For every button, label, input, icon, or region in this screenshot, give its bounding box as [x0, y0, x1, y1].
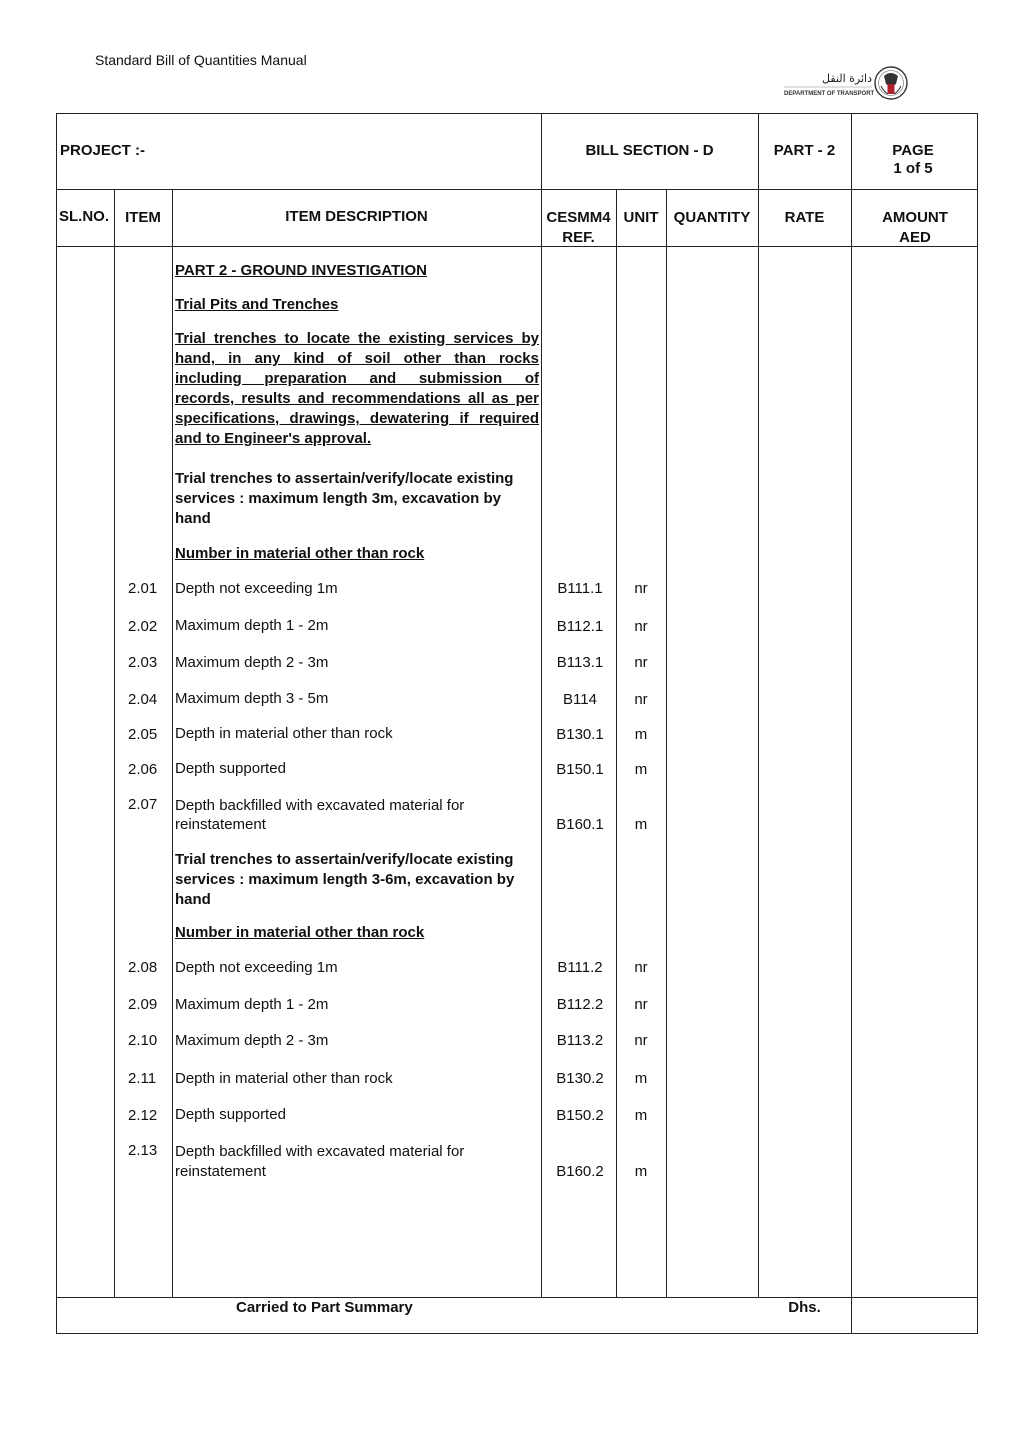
group1-heading-line: hand — [175, 510, 211, 527]
column-divider-qty — [758, 189, 759, 1297]
bill-section: BILL SECTION - D — [585, 142, 714, 159]
column-divider-item — [172, 189, 173, 1297]
col-header-amount: AMOUNT — [882, 209, 948, 226]
item-ref: B150.1 — [556, 761, 604, 778]
item-number: 2.09 — [128, 996, 158, 1013]
col-header-unit: UNIT — [623, 209, 659, 226]
item-ref: B112.2 — [556, 996, 604, 1013]
item-unit: m — [634, 1107, 648, 1124]
item-number: 2.05 — [128, 726, 158, 743]
currency-label: Dhs. — [788, 1299, 821, 1316]
document-title: Standard Bill of Quantities Manual — [95, 52, 307, 68]
item-description: Depth supported — [175, 760, 286, 777]
item-number: 2.04 — [128, 691, 158, 708]
page-label: PAGE — [892, 142, 934, 159]
item-number: 2.03 — [128, 654, 158, 671]
section-title: PART 2 - GROUND INVESTIGATION — [175, 262, 427, 279]
group2-heading-line: services : maximum length 3-6m, excavation by — [175, 871, 515, 888]
item-description: Depth in material other than rock — [175, 1070, 393, 1087]
item-ref: B111.1 — [557, 580, 603, 597]
item-number: 2.07 — [128, 796, 158, 813]
col-header-slno: SL.NO. — [59, 208, 110, 225]
item-unit: nr — [634, 996, 648, 1013]
item-description: Depth not exceeding 1m — [175, 580, 338, 597]
col-header-ref-line2: REF. — [562, 229, 595, 246]
item-unit: m — [634, 761, 648, 778]
part-number: PART - 2 — [773, 142, 836, 159]
item-description: Depth in material other than rock — [175, 725, 393, 742]
intro-line: records, results and recommendations all as per — [175, 390, 539, 407]
item-unit: nr — [634, 959, 648, 976]
item-number: 2.11 — [128, 1070, 157, 1087]
intro-line: Trial trenches to locate the existing services by — [175, 330, 539, 347]
item-unit: nr — [634, 691, 648, 708]
column-header-divider — [56, 246, 978, 247]
col-header-rate: RATE — [784, 209, 825, 226]
item-unit: m — [634, 1070, 648, 1087]
header-divider — [56, 189, 978, 190]
item-unit: m — [634, 816, 648, 833]
col-header-amount-line2: AED — [899, 229, 931, 246]
item-ref: B160.1 — [556, 816, 604, 833]
item-ref: B160.2 — [556, 1163, 604, 1180]
intro-line: hand, in any kind of soil other than rocks — [175, 350, 539, 367]
col-header-ref: CESMM4 — [546, 209, 611, 226]
item-number: 2.08 — [128, 959, 158, 976]
intro-line: specifications, drawings, dewatering if required — [175, 410, 539, 427]
item-ref: B113.2 — [556, 1032, 604, 1049]
falcon-emblem-icon — [875, 67, 907, 99]
item-unit: m — [634, 1163, 648, 1180]
logo-english-text: DEPARTMENT OF TRANSPORT — [784, 91, 875, 97]
column-divider-rate — [851, 189, 852, 1334]
group2-heading-line: hand — [175, 891, 211, 908]
item-ref: B113.1 — [556, 654, 604, 671]
item-description: Maximum depth 3 - 5m — [175, 690, 329, 707]
intro-line: and to Engineer's approval. — [175, 430, 372, 447]
item-ref: B150.2 — [556, 1107, 604, 1124]
item-unit: m — [634, 726, 648, 743]
item-unit: nr — [634, 618, 648, 635]
item-ref: B130.1 — [556, 726, 604, 743]
group1-subheading: Number in material other than rock — [175, 545, 425, 562]
col-header-quantity: QUANTITY — [673, 209, 751, 226]
item-number: 2.06 — [128, 761, 158, 778]
group2-subheading: Number in material other than rock — [175, 924, 425, 941]
item-description-line2: reinstatement — [175, 816, 266, 833]
item-ref: B111.2 — [557, 959, 603, 976]
item-description: Maximum depth 2 - 3m — [175, 654, 329, 671]
department-of-transport-logo — [780, 64, 910, 106]
item-number: 2.13 — [128, 1142, 158, 1159]
logo-arabic-text: دائرة النقل — [822, 72, 872, 85]
item-unit: nr — [634, 1032, 648, 1049]
col-header-description: ITEM DESCRIPTION — [285, 208, 428, 225]
item-number: 2.10 — [128, 1032, 158, 1049]
project-label: PROJECT :- — [60, 142, 146, 159]
page-count: 1 of 5 — [893, 160, 933, 177]
group1-heading-line: Trial trenches to assertain/verify/locate existing — [175, 470, 514, 487]
intro-line: including preparation and submission of — [175, 370, 539, 387]
section-intro — [175, 329, 539, 449]
column-divider-unit — [666, 189, 667, 1297]
item-ref: B112.1 — [556, 618, 604, 635]
col-header-item: ITEM — [125, 209, 161, 226]
group1-heading-line: services : maximum length 3m, excavation by — [175, 490, 501, 507]
item-description: Maximum depth 1 - 2m — [175, 617, 329, 634]
section-subtitle: Trial Pits and Trenches — [175, 296, 339, 313]
carried-to-summary: Carried to Part Summary — [236, 1299, 413, 1316]
item-description: Depth not exceeding 1m — [175, 959, 338, 976]
item-description: Maximum depth 1 - 2m — [175, 996, 329, 1013]
item-ref: B130.2 — [556, 1070, 604, 1087]
item-unit: nr — [634, 580, 648, 597]
group2-heading — [175, 850, 539, 910]
header-divider-v3 — [851, 113, 852, 189]
item-description: Depth supported — [175, 1106, 286, 1123]
item-description-line2: reinstatement — [175, 1163, 266, 1180]
item-ref: B114 — [563, 691, 597, 708]
item-unit: nr — [634, 654, 648, 671]
group1-heading — [175, 469, 539, 529]
item-description: Depth backfilled with excavated material for — [175, 797, 465, 814]
item-description: Maximum depth 2 - 3m — [175, 1032, 329, 1049]
column-divider-slno — [114, 189, 115, 1297]
group2-heading-line: Trial trenches to assertain/verify/locate existing — [175, 851, 514, 868]
item-number: 2.01 — [128, 580, 158, 597]
item-number: 2.12 — [128, 1107, 158, 1124]
item-description: Depth backfilled with excavated material for — [175, 1143, 465, 1160]
item-number: 2.02 — [128, 618, 158, 635]
